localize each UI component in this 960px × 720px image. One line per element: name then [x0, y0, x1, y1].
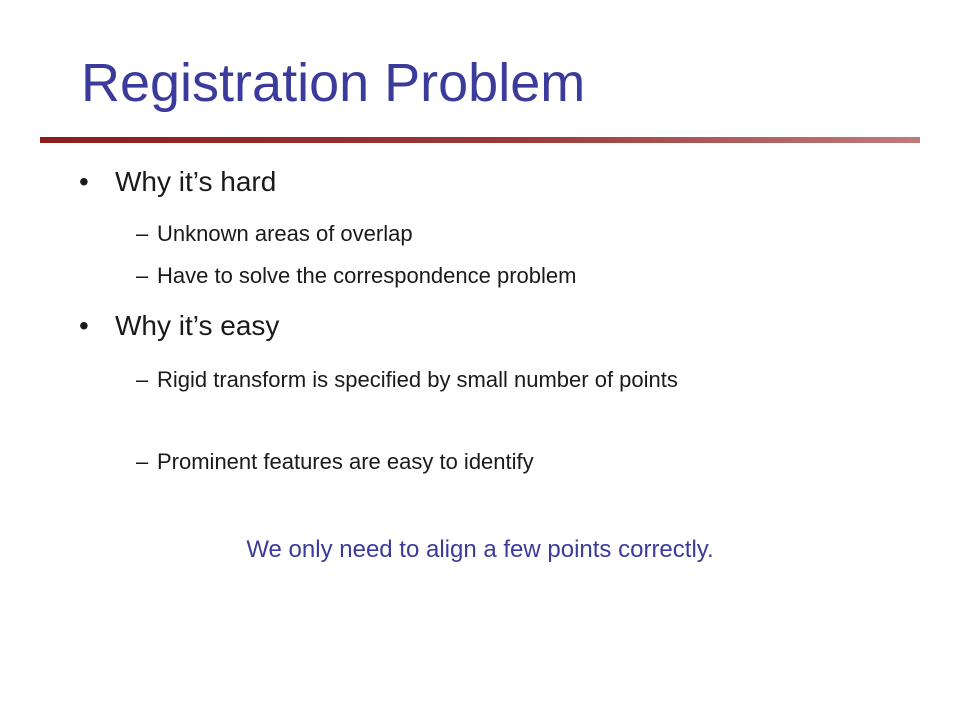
subitem-unknown-overlap [136, 220, 797, 248]
slide-title: Registration Problem [81, 53, 586, 113]
bullet-marker: • [79, 310, 89, 341]
dash-marker: – [136, 367, 149, 392]
subitem-text: Have to solve the correspondence problem [157, 263, 577, 288]
bullet-why-hard [79, 168, 276, 196]
dash-marker: – [136, 221, 149, 246]
callout-text: We only need to align a few points correctly. [246, 536, 714, 563]
subitem-correspondence [136, 262, 797, 290]
dash-marker: – [136, 263, 149, 288]
subitem-prominent-features [136, 448, 797, 476]
subitem-rigid-transform [136, 366, 797, 394]
subitem-text: Rigid transform is specified by small number of points [157, 367, 678, 392]
bullet-text: Why it’s easy [115, 310, 280, 341]
dash-marker: – [136, 449, 149, 474]
subitem-text: Unknown areas of overlap [157, 221, 413, 246]
bullet-why-easy [79, 312, 279, 340]
subitem-text: Prominent features are easy to identify [157, 449, 534, 474]
bullet-text: Why it’s hard [115, 166, 277, 197]
bullet-marker: • [79, 166, 89, 197]
